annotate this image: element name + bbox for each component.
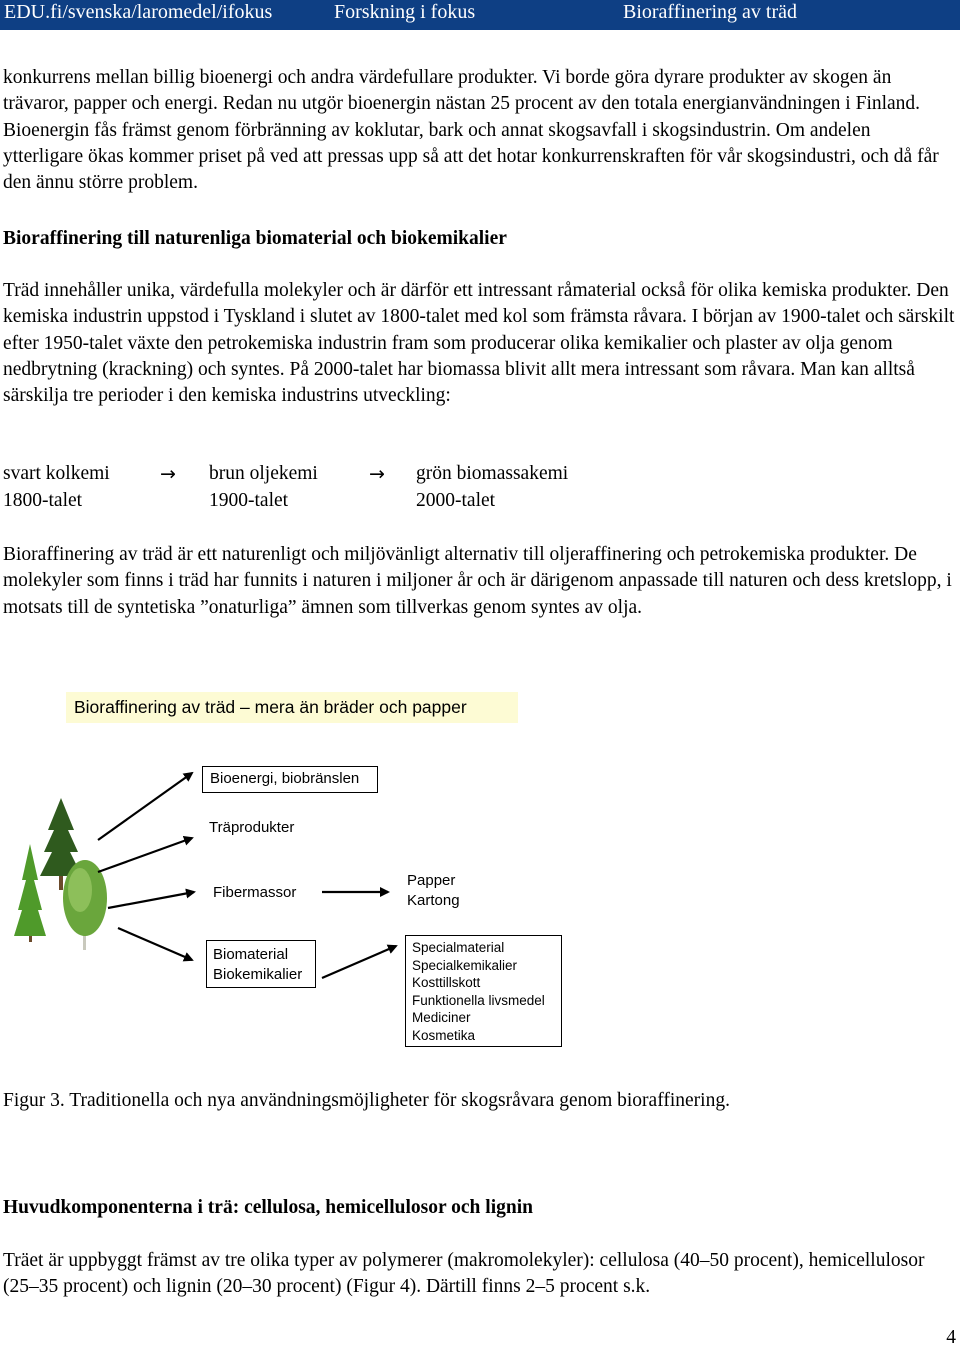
page-header bbox=[0, 0, 960, 30]
section-heading-components: Huvudkomponenterna i trä: cellulosa, hemicellulosor och lignin bbox=[3, 1197, 533, 1218]
header-site-path: EDU.fi/svenska/laromedel/ifokus bbox=[4, 1, 273, 23]
paragraph-polymers: Träet är uppbyggt främst av tre olika typer av polymerer (makromolekyler): cellulosa (40–50 procent), hemicellulosor (25–35 procent) och lignin (20–30 procent) (Figur 4). Därtill finns 2–5 procent s.k. bbox=[3, 1250, 925, 1298]
list-item: Kosmetika bbox=[412, 1027, 476, 1043]
label-wood-products: Träprodukter bbox=[209, 819, 295, 836]
figure-caption: Figur 3. Traditionella och nya användningsmöjligheter för skogsråvara genom bioraffinering. bbox=[3, 1090, 730, 1111]
period-year-1900: 1900-talet bbox=[209, 490, 289, 511]
paragraph-alternative: Bioraffinering av träd är ett naturenligt och miljövänligt alternativ till oljeraffinering och petrokemiska produkter. De molekyler som finns i träd har funnits i naturen i miljoner år och är därigenom anpassade till naturen och dess kretslopp, i motsats till de syntetiska ”onaturliga” ämnen som tillverkas genom syntes av olja. bbox=[3, 544, 952, 618]
period-year-2000: 2000-talet bbox=[416, 490, 496, 511]
label-board: Kartong bbox=[407, 891, 460, 909]
list-item: Funktionella livsmedel bbox=[412, 992, 545, 1008]
list-item: Kosttillskott bbox=[412, 975, 481, 990]
list-item: Specialmaterial bbox=[412, 940, 505, 955]
birch-tree-icon bbox=[63, 860, 107, 950]
arrow-right-icon: → bbox=[160, 463, 176, 485]
period-stage-oil: brun oljekemi bbox=[209, 463, 318, 484]
label-biomaterial: Biomaterial bbox=[213, 946, 289, 963]
list-item: Mediciner bbox=[412, 1010, 471, 1025]
label-biochemicals: Biokemikalier bbox=[213, 966, 303, 983]
label-paper-board bbox=[407, 871, 460, 910]
box-special-products bbox=[405, 935, 562, 1047]
arrow-right-icon: → bbox=[369, 463, 385, 485]
period-year-1800: 1800-talet bbox=[3, 490, 83, 511]
period-stage-coal: svart kolkemi bbox=[3, 463, 110, 484]
box-biomaterial bbox=[206, 940, 316, 988]
header-section: Forskning i fokus bbox=[334, 1, 476, 23]
figure-banner-title: Bioraffinering av träd – mera än bräder och papper bbox=[66, 692, 518, 723]
list-item: Specialkemikalier bbox=[412, 957, 518, 973]
header-topic: Bioraffinering av träd bbox=[623, 1, 798, 23]
paragraph-chemical-industry: Träd innehåller unika, värdefulla molekyler och är därför ett intressant råmaterial också för olika kemiska produkter. Den kemiska industrin uppstod i Tyskland i slutet av 1800-talet med kol som främsta råvara. I början av 1900-talet och särskilt efter 1950-talet växte den petrokemiska industrin fram som producerar olika kemikalier och plaster av olja genom nedbrytning (krackning) och syntes. På 2000-talet har biomassa blivit allt mera intressant som råvara. Man kan alltså särskilja tre perioder i den kemiska industrins utveckling: bbox=[3, 280, 955, 407]
period-stage-biomass: grön biomassakemi bbox=[416, 463, 569, 484]
label-paper: Papper bbox=[407, 872, 456, 889]
pine-tree-icon bbox=[14, 844, 46, 942]
paragraph-intro: konkurrens mellan billig bioenergi och andra värdefullare produkter. Vi borde göra dyrare produkter av skogen än trävaror, papper och energi. Redan nu utgör bioenergin nästan 25 procent av den totala energianvändningen i Finland. Bioenergin fås främst genom förbränning av koklutar, bark och annat skogsavfall i skogsindustrin. Om andelen ytterligare ökas kommer priset på ved att pressas upp så att det hotar konkurrenskraften för vår skogsindustri, och då får den ännu större problem. bbox=[3, 67, 939, 194]
box-bioenergy: Bioenergi, biobränslen bbox=[202, 766, 378, 793]
page-number: 4 bbox=[946, 1327, 956, 1348]
section-heading-biorefining: Bioraffinering till naturenliga biomaterial och biokemikalier bbox=[3, 228, 507, 249]
label-fibers: Fibermassor bbox=[213, 884, 297, 901]
